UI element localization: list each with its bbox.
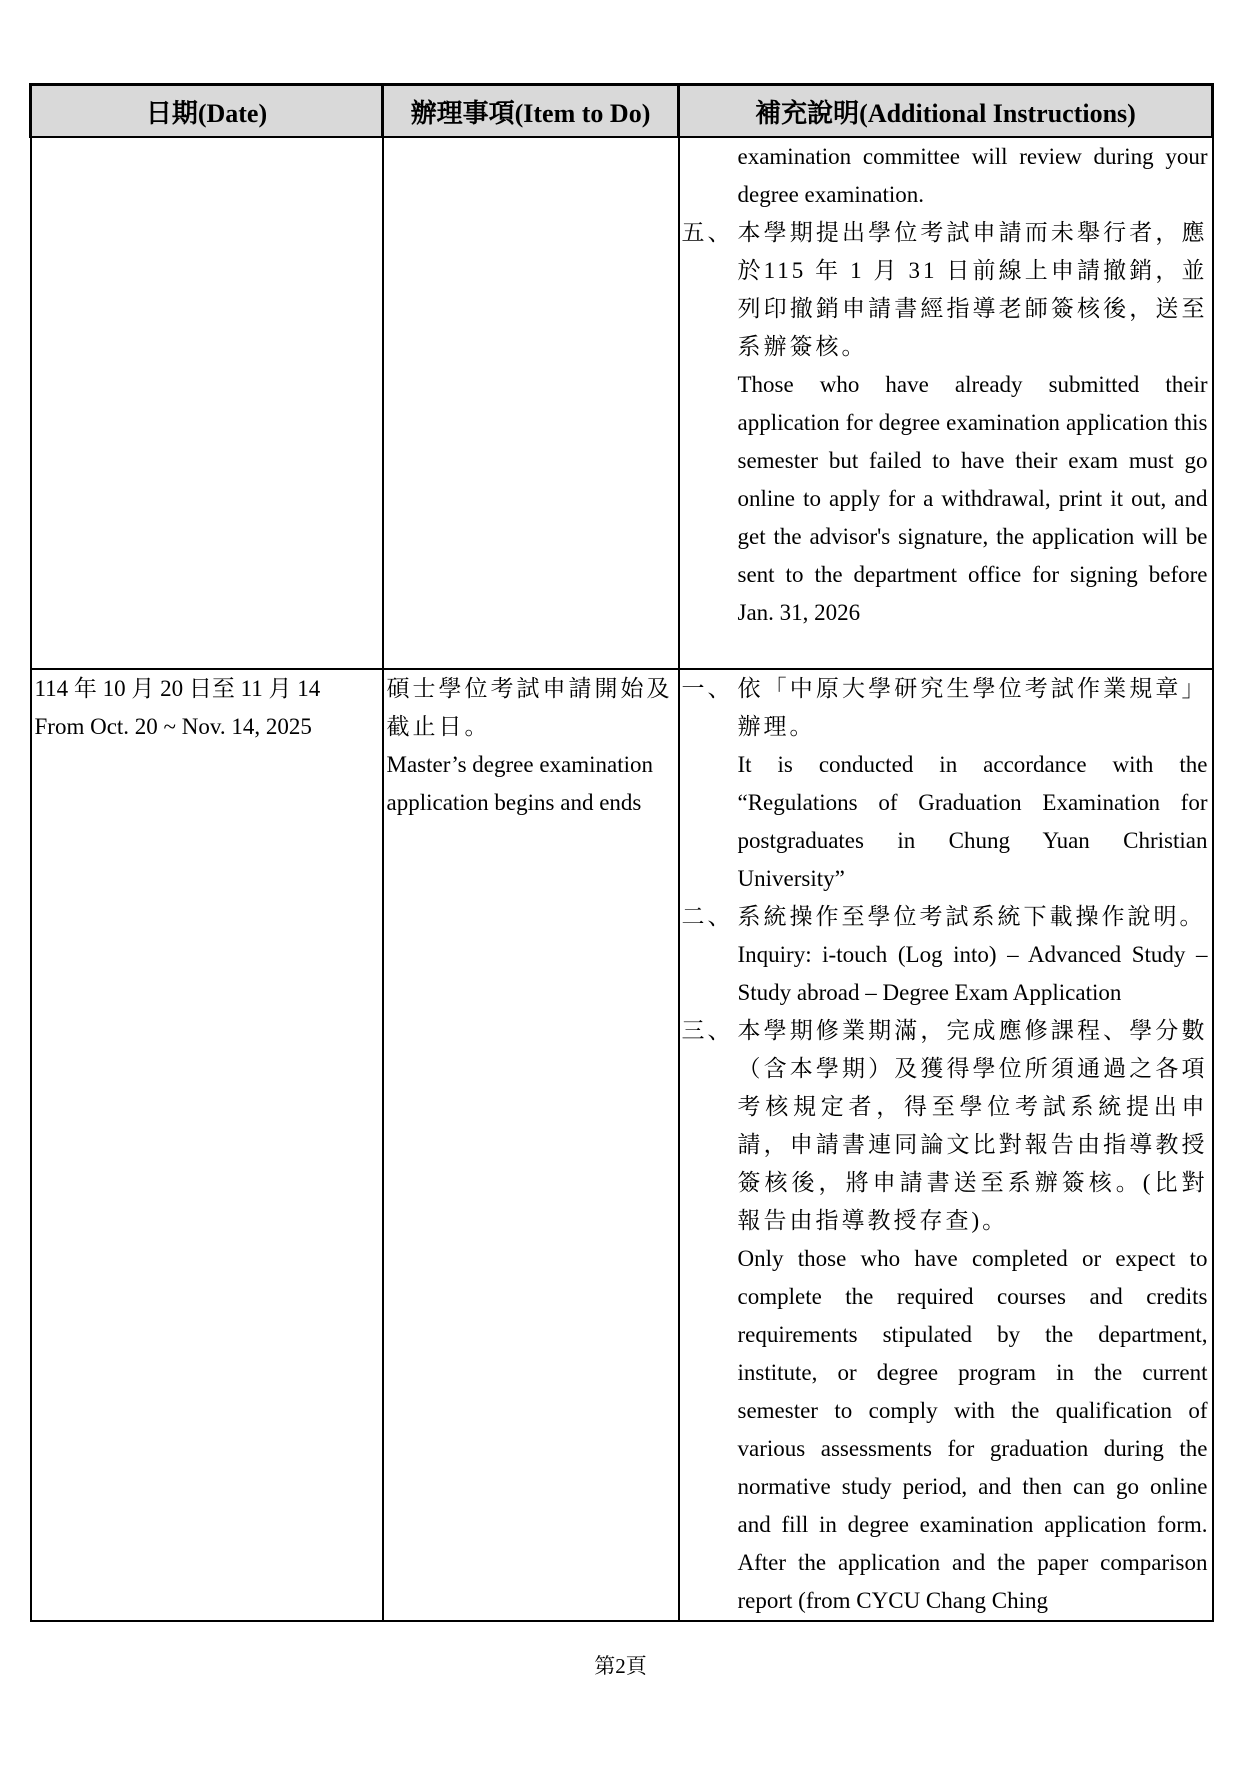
note-item [680, 1012, 1212, 1620]
note-item [680, 214, 1212, 632]
note-item [680, 898, 1212, 1012]
date-zh: 114 年 10 月 20 日至 11 月 14 [34, 676, 321, 701]
item-en: Master’s degree examination application begins and ends [386, 752, 654, 815]
note-zh: 依「中原大學研究生學位考試作業規章」辦理。 [737, 676, 1208, 739]
table-header-row [31, 85, 1213, 138]
item-cell [383, 137, 679, 669]
note-en: Only those who have completed or expect to complete the required courses and credits requirements stipulated by the department, institute, or degree program in the current semester to comply with the qualification of various assessments for graduation during the normative study period, and then can go online and fill in degree examination application form. After the application and the paper comparison report (from CYCU Chang Ching [737, 1246, 1208, 1613]
note-zh: 本學期提出學位考試申請而未舉行者，應於115 年 1 月 31 日前線上申請撤銷，並列印撤銷申請書經指導老師簽核後，送至系辦簽核。 [737, 220, 1208, 359]
date-en: From Oct. 20 ~ Nov. 14, 2025 [34, 714, 312, 739]
page-number: 第2頁 [594, 1654, 647, 1678]
note-en: Inquiry: i-touch (Log into) – Advanced Study – Study abroad – Degree Exam Application [737, 942, 1208, 1005]
notes-cell [679, 137, 1213, 669]
notes-cell [679, 669, 1213, 1621]
note-number: 五、 [681, 220, 734, 245]
note-number: 二、 [681, 904, 734, 929]
item-column-header: 辦理事項(Item to Do) [383, 85, 679, 138]
table-row [31, 137, 1213, 669]
note-zh: 系統操作至學位考試系統下載操作說明。 [737, 904, 1206, 929]
date-column-header: 日期(Date) [31, 85, 383, 138]
note-en: It is conducted in accordance with the “Regulations of Graduation Examination for postgraduates in Chung Yuan Christian University” [737, 752, 1208, 891]
table-row [31, 669, 1213, 1621]
note-number: 一、 [681, 676, 734, 701]
notes-column-header: 補充說明(Additional Instructions) [679, 85, 1213, 138]
note-zh: 本學期修業期滿，完成應修課程、學分數（含本學期）及獲得學位所須通過之各項考核規定者，得至學位考試系統提出申請，申請書連同論文比對報告由指導教授簽核後，將申請書送至系辦簽核。(比對報告由指導教授存查)。 [737, 1018, 1208, 1233]
date-cell [31, 137, 383, 669]
item-zh: 碩士學位考試申請開始及截止日。 [386, 676, 673, 739]
date-cell [31, 669, 383, 1621]
note-number: 三、 [681, 1018, 734, 1043]
note-item [680, 670, 1212, 898]
schedule-table [29, 83, 1214, 1622]
note-continuation: examination committee will review during your degree examination. [737, 144, 1208, 207]
item-cell [383, 669, 679, 1621]
note-en: Those who have already submitted their application for degree examination application this semester but failed to have their exam must go online to apply for a withdrawal, print it out, and get the advisor's signature, the application will be sent to the department office for signing before Jan. 31, 2026 [737, 372, 1208, 625]
